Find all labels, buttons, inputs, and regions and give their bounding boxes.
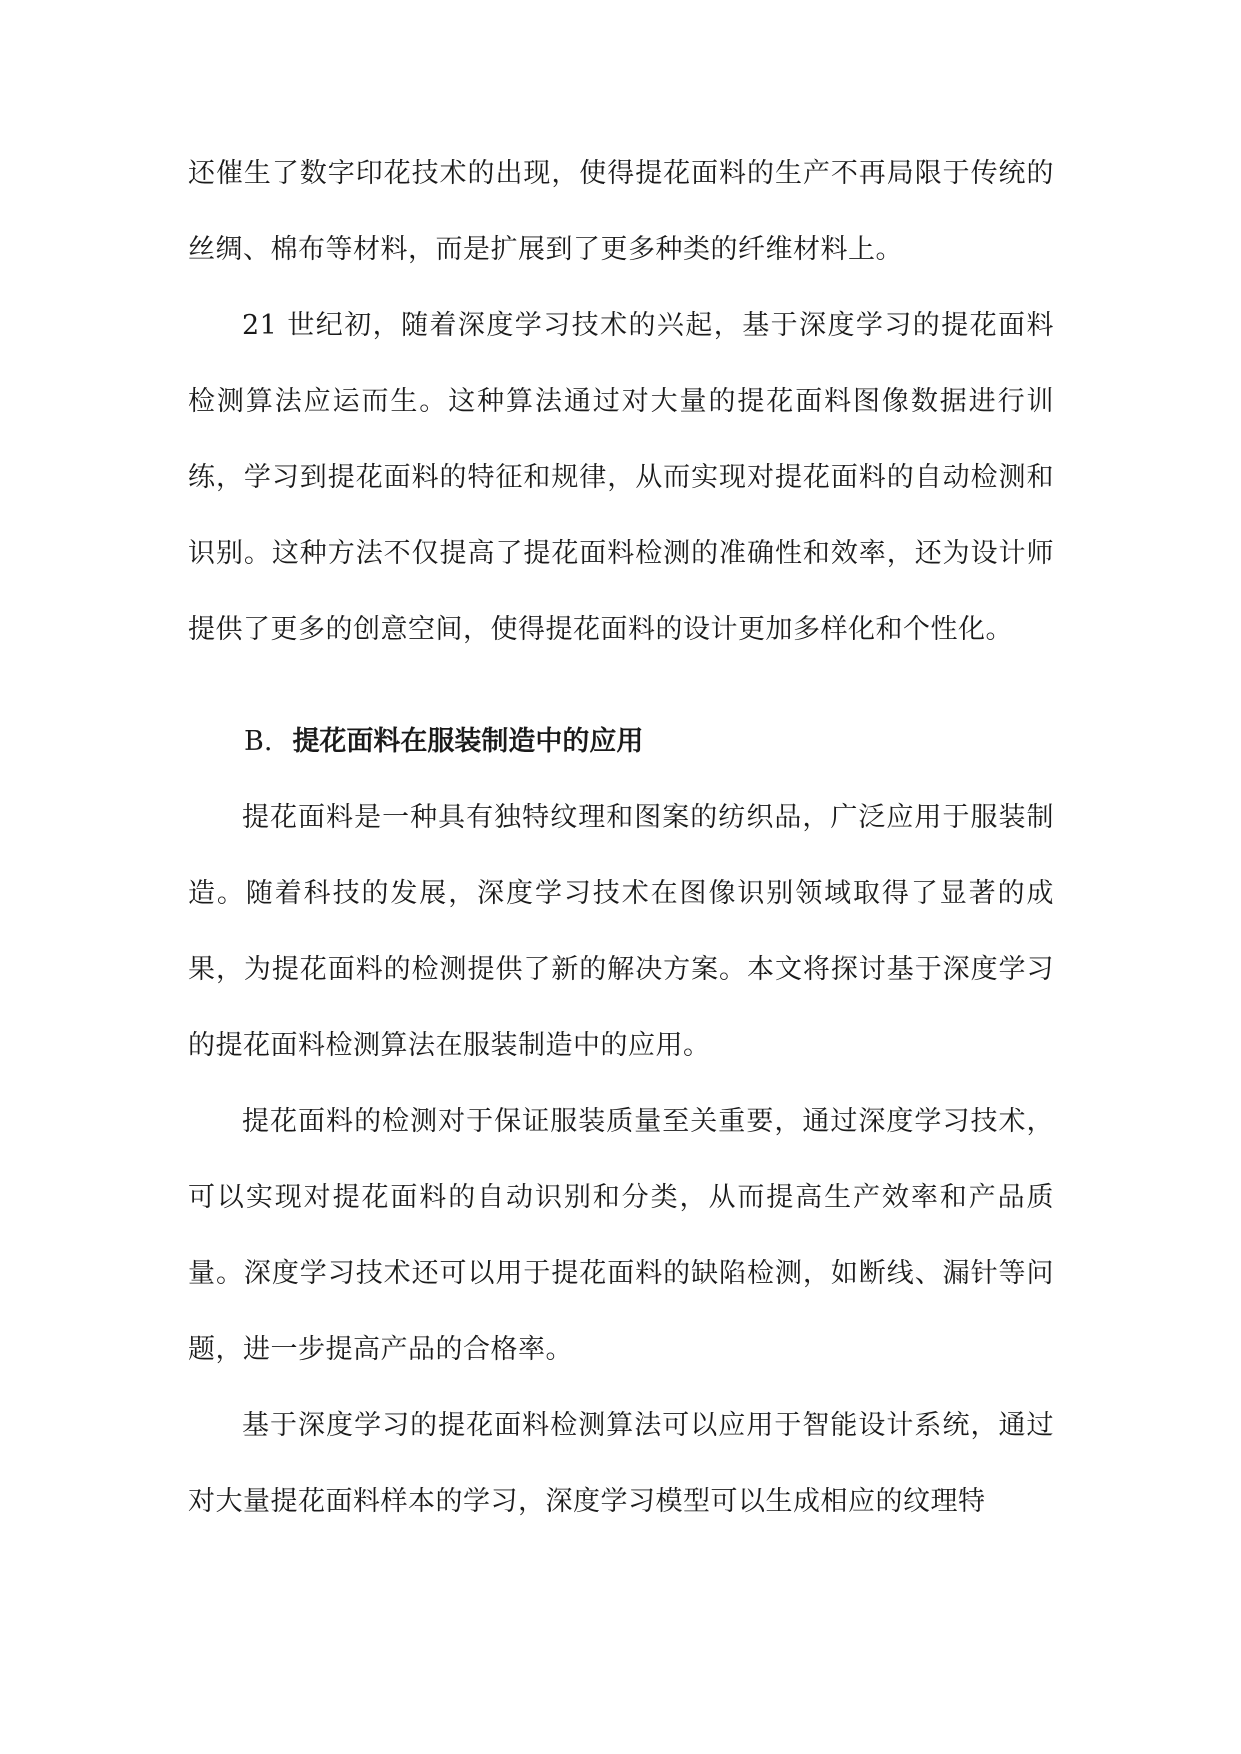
- section-label: B.: [244, 726, 273, 757]
- paragraph-continued: 还催生了数字印花技术的出现，使得提花面料的生产不再局限于传统的丝绸、棉布等材料，而是扩展到了更多种类的纤维材料上。: [188, 158, 1054, 265]
- paragraph-quality: 提花面料的检测对于保证服装质量至关重要，通过深度学习技术，可以实现对提花面料的自动识别和分类，从而提高生产效率和产品质量。深度学习技术还可以用于提花面料的缺陷检测，如断线、漏针等问题，进一步提高产品的合格率。: [188, 1106, 1054, 1365]
- section-heading-b: [188, 704, 1054, 780]
- document-body: [188, 136, 1054, 1540]
- paragraph-design: 基于深度学习的提花面料检测算法可以应用于智能设计系统，通过对大量提花面料样本的学习，深度学习模型可以生成相应的纹理特: [188, 1410, 1054, 1517]
- section-title: 提花面料在服装制造中的应用: [292, 726, 644, 757]
- paragraph-intro: 提花面料是一种具有独特纹理和图案的纺织品，广泛应用于服装制造。随着科技的发展，深度学习技术在图像识别领域取得了显著的成果，为提花面料的检测提供了新的解决方案。本文将探讨基于深度学习的提花面料检测算法在服装制造中的应用。: [188, 802, 1054, 1061]
- paragraph-history: 21 世纪初，随着深度学习技术的兴起，基于深度学习的提花面料检测算法应运而生。这种算法通过对大量的提花面料图像数据进行训练，学习到提花面料的特征和规律，从而实现对提花面料的自动检测和识别。这种方法不仅提高了提花面料检测的准确性和效率，还为设计师提供了更多的创意空间，使得提花面料的设计更加多样化和个性化。: [188, 310, 1054, 645]
